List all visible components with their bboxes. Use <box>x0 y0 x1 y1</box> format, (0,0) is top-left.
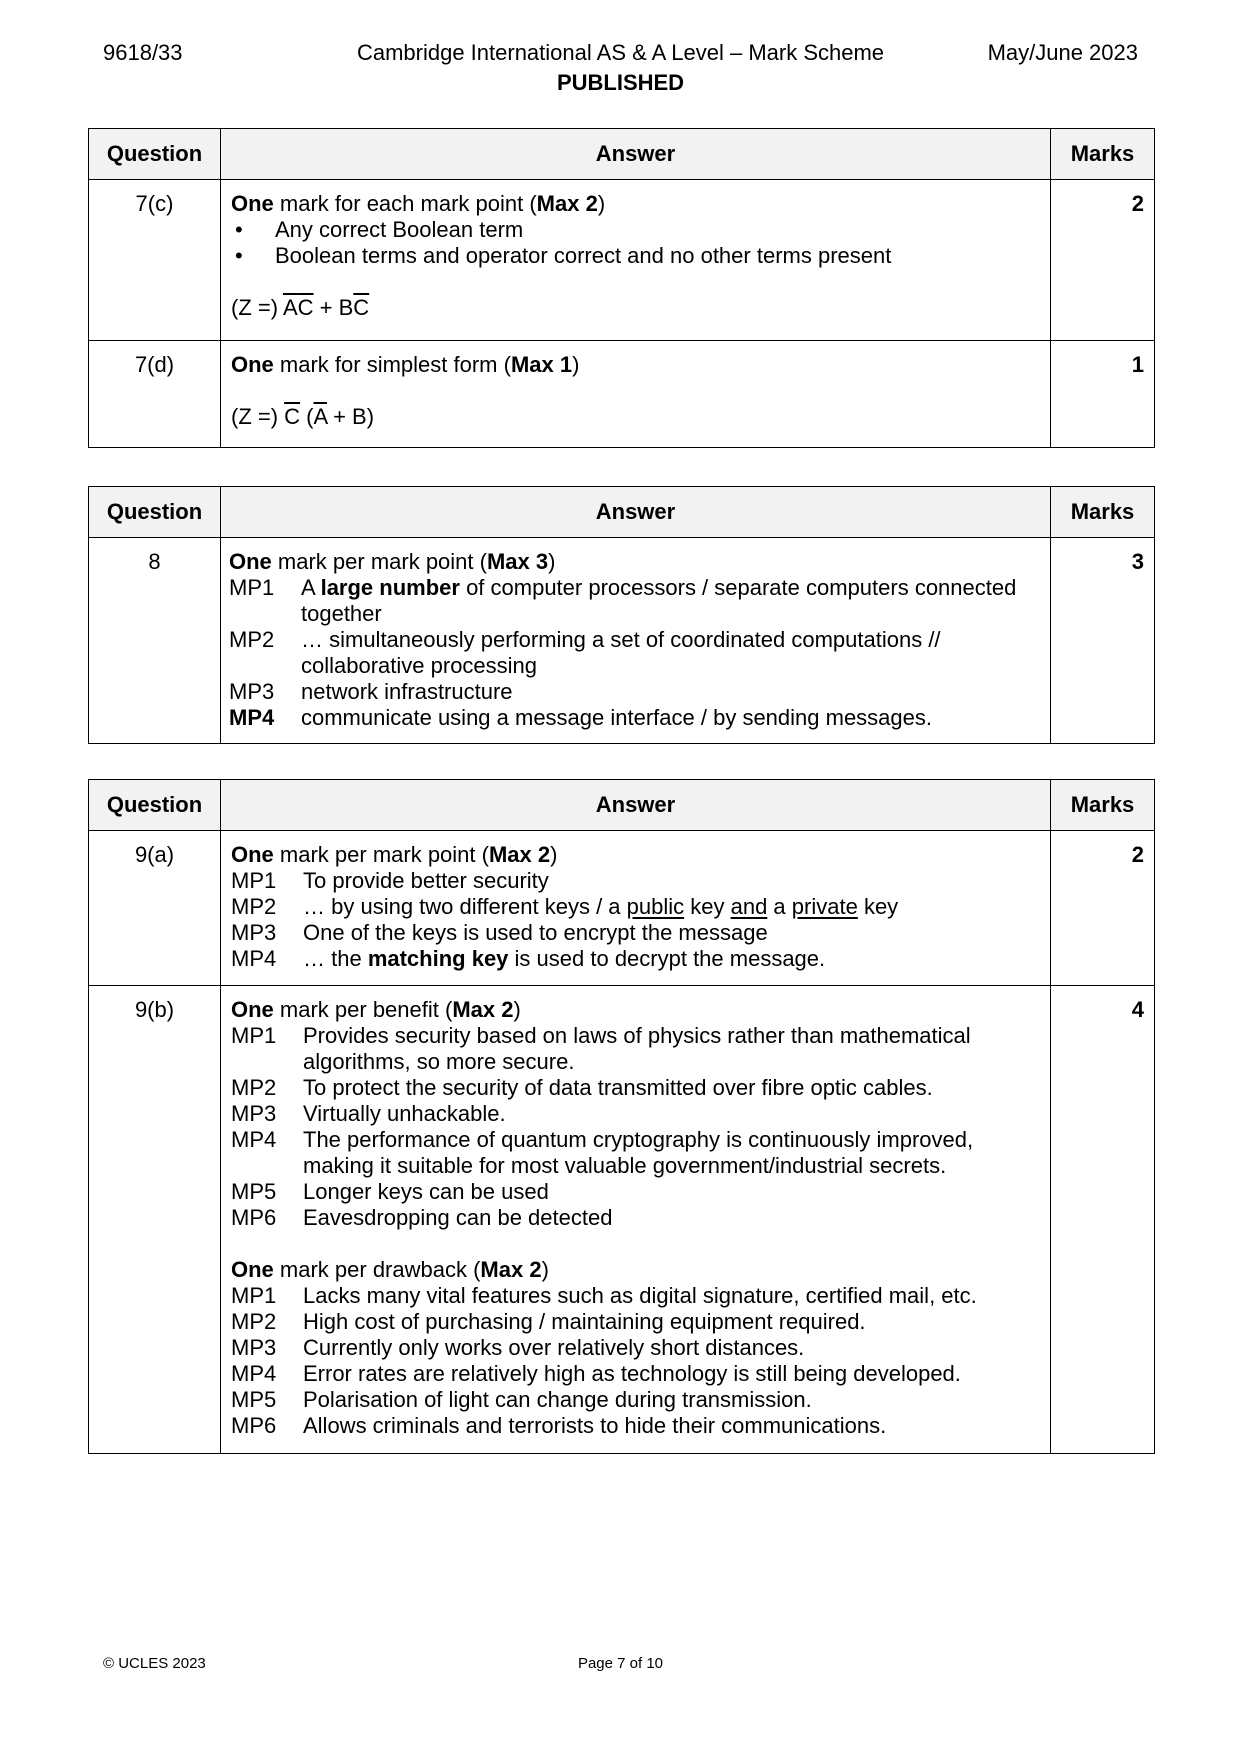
answer-cell <box>221 831 1051 986</box>
table-row-9a <box>89 831 1155 986</box>
column-header-answer: Answer <box>221 780 1051 831</box>
question-number: 7(d) <box>89 341 221 448</box>
marks-value: 2 <box>1051 831 1155 986</box>
table-header-row <box>89 487 1155 538</box>
mark-point: MP2 … by using two different keys / a public key and a private key <box>231 894 899 919</box>
column-header-answer: Answer <box>221 129 1051 180</box>
table-row-7d <box>89 341 1155 448</box>
marks-value: 3 <box>1051 538 1155 744</box>
column-header-question: Question <box>89 780 221 831</box>
copyright: © UCLES 2023 <box>103 1655 206 1672</box>
mark-point: MP3 One of the keys is used to encrypt the message <box>231 920 768 945</box>
drawback-mark-point: MP6 Allows criminals and terrorists to hide their communications. <box>231 1413 887 1438</box>
benefit-mark-point: MP3 Virtually unhackable. <box>231 1101 506 1126</box>
table-header-row <box>89 129 1155 180</box>
benefit-mark-point: MP1 Provides security based on laws of physics rather than mathematical algorithms, so more secure. <box>231 1023 971 1074</box>
mark-scheme-table-q8 <box>88 486 1155 744</box>
column-header-marks: Marks <box>1051 129 1155 180</box>
boolean-expression: (Z =) $\overline{A}\overline{C} + B\overline{C}$ <box>231 295 370 320</box>
drawback-mark-point: MP3 Currently only works over relatively short distances. <box>231 1335 805 1360</box>
benefit-mark-point: MP4 The performance of quantum cryptography is continuously improved, making it suitable for most valuable government/industrial secrets. <box>231 1127 974 1178</box>
question-number: 9(b) <box>89 986 221 1454</box>
benefit-mark-point: MP6 Eavesdropping can be detected <box>231 1205 613 1230</box>
mark-point: MP1 To provide better security <box>231 868 549 893</box>
marks-value: 1 <box>1051 341 1155 448</box>
table-row-7c <box>89 180 1155 341</box>
answer-cell <box>221 341 1051 448</box>
table-row-8 <box>89 538 1155 744</box>
drawback-instruction: One mark per drawback (Max 2) <box>231 1257 549 1282</box>
mark-point: MP4 … the matching key is used to decrypt the message. <box>231 946 826 971</box>
mark-point: MP1 A large number of computer processors / separate computers connected together <box>229 575 1017 626</box>
table-header-row <box>89 780 1155 831</box>
table-row-9b <box>89 986 1155 1454</box>
drawback-mark-point: MP5 Polarisation of light can change during transmission. <box>231 1387 812 1412</box>
answer-cell <box>221 986 1051 1454</box>
drawback-mark-point: MP2 High cost of purchasing / maintaining equipment required. <box>231 1309 866 1334</box>
bullet-icon: • <box>235 217 243 242</box>
benefit-mark-point: MP5 Longer keys can be used <box>231 1179 549 1204</box>
answer-cell <box>221 180 1051 341</box>
drawback-mark-point: MP1 Lacks many vital features such as digital signature, certified mail, etc. <box>231 1283 977 1308</box>
published-label: PUBLISHED <box>556 70 685 95</box>
bullet-item: • Boolean terms and operator correct and no other terms present <box>231 243 1040 269</box>
bullet-item: • Any correct Boolean term <box>231 217 1040 243</box>
mark-point: MP2 … simultaneously performing a set of coordinated computations // collaborative processing <box>229 627 941 678</box>
column-header-question: Question <box>89 129 221 180</box>
column-header-question: Question <box>89 487 221 538</box>
mark-scheme-table-q9 <box>88 779 1155 1454</box>
exam-session: May/June 2023 <box>987 40 1138 65</box>
mark-scheme-table-q7 <box>88 128 1155 448</box>
paper-code: 9618/33 <box>103 40 183 65</box>
question-number: 9(a) <box>89 831 221 986</box>
benefit-instruction: One mark per benefit (Max 2) <box>231 997 521 1022</box>
mark-instruction: One mark per mark point (Max 2) <box>231 842 558 867</box>
page-number: Page 7 of 10 <box>577 1655 664 1672</box>
column-header-marks: Marks <box>1051 487 1155 538</box>
boolean-expression: (Z =) $\overline{C}$ $(\overline{A} + B)$ <box>231 404 375 429</box>
column-header-answer: Answer <box>221 487 1051 538</box>
mark-instruction: One mark per mark point (Max 3) <box>229 549 556 574</box>
answer-cell <box>221 538 1051 744</box>
benefit-mark-point: MP2 To protect the security of data transmitted over fibre optic cables. <box>231 1075 933 1100</box>
mark-point: MP4 communicate using a message interface / by sending messages. <box>229 705 932 730</box>
mark-instruction: One mark for simplest form (Max 1) <box>231 352 580 377</box>
drawback-mark-point: MP4 Error rates are relatively high as technology is still being developed. <box>231 1361 961 1386</box>
column-header-marks: Marks <box>1051 780 1155 831</box>
mark-point: MP3 network infrastructure <box>229 679 513 704</box>
bullet-icon: • <box>235 243 243 268</box>
mark-instruction: One mark for each mark point (Max 2) <box>231 191 606 216</box>
question-number: 7(c) <box>89 180 221 341</box>
marks-value: 2 <box>1051 180 1155 341</box>
marks-value: 4 <box>1051 986 1155 1454</box>
document-title: Cambridge International AS & A Level – Mark Scheme <box>356 40 885 65</box>
question-number: 8 <box>89 538 221 744</box>
